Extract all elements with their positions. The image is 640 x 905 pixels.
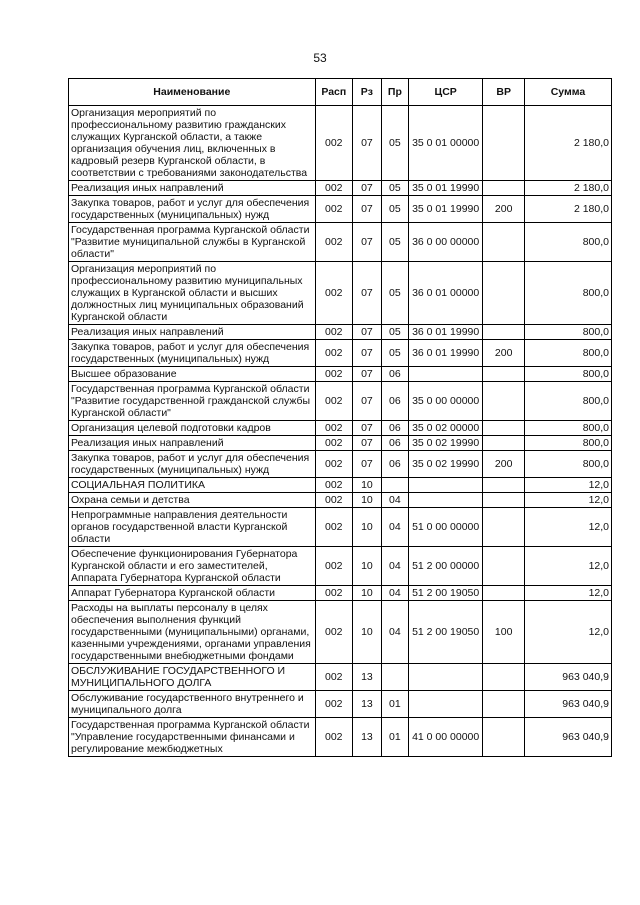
cell-summa: 800,0: [524, 436, 611, 451]
header-pr: Пр: [381, 79, 408, 106]
cell-vr: [483, 586, 524, 601]
cell-rz: 13: [352, 664, 381, 691]
cell-vr: [483, 436, 524, 451]
page-number: 53: [313, 51, 327, 65]
cell-name: Обслуживание государственного внутреннего и муниципального долга: [69, 691, 316, 718]
cell-name: ОБСЛУЖИВАНИЕ ГОСУДАРСТВЕННОГО И МУНИЦИПАЛЬНОГО ДОЛГА: [69, 664, 316, 691]
cell-rasp: 002: [315, 325, 352, 340]
cell-summa: 12,0: [524, 478, 611, 493]
cell-vr: [483, 367, 524, 382]
cell-rasp: 002: [315, 181, 352, 196]
cell-rasp: 002: [315, 340, 352, 367]
cell-rz: 07: [352, 367, 381, 382]
cell-summa: 800,0: [524, 262, 611, 325]
cell-rasp: 002: [315, 451, 352, 478]
cell-rz: 07: [352, 340, 381, 367]
cell-rasp: 002: [315, 601, 352, 664]
table-row: [69, 223, 612, 262]
table-row: [69, 367, 612, 382]
cell-summa: 12,0: [524, 493, 611, 508]
cell-name: Государственная программа Курганской области "Развитие государственной гражданской службы Курганской области": [69, 382, 316, 421]
table-row: [69, 478, 612, 493]
cell-rz: 07: [352, 436, 381, 451]
cell-rasp: 002: [315, 382, 352, 421]
cell-pr: 05: [381, 181, 408, 196]
cell-rz: 10: [352, 601, 381, 664]
cell-rasp: 002: [315, 664, 352, 691]
cell-name: Аппарат Губернатора Курганской области: [69, 586, 316, 601]
header-summa: Сумма: [524, 79, 611, 106]
cell-pr: 01: [381, 691, 408, 718]
cell-csr: [408, 691, 483, 718]
cell-pr: 06: [381, 421, 408, 436]
cell-pr: 06: [381, 451, 408, 478]
cell-name: Государственная программа Курганской области "Управление государственными финансами и регулирование межбюджетных: [69, 718, 316, 757]
cell-summa: 2 180,0: [524, 181, 611, 196]
cell-name: Обеспечение функционирования Губернатора Курганской области и его заместителей, Аппарата Губернатора Курганской области: [69, 547, 316, 586]
cell-name: Реализация иных направлений: [69, 436, 316, 451]
cell-pr: 04: [381, 601, 408, 664]
cell-vr: [483, 664, 524, 691]
cell-rasp: 002: [315, 421, 352, 436]
cell-csr: 35 0 00 00000: [408, 382, 483, 421]
cell-pr: 04: [381, 586, 408, 601]
cell-csr: 51 2 00 19050: [408, 586, 483, 601]
cell-vr: [483, 421, 524, 436]
cell-csr: 41 0 00 00000: [408, 718, 483, 757]
cell-vr: [483, 547, 524, 586]
cell-summa: 963 040,9: [524, 664, 611, 691]
cell-pr: 06: [381, 367, 408, 382]
cell-csr: [408, 478, 483, 493]
cell-rz: 13: [352, 718, 381, 757]
cell-pr: 05: [381, 196, 408, 223]
cell-vr: [483, 223, 524, 262]
table-row: [69, 493, 612, 508]
cell-summa: 2 180,0: [524, 196, 611, 223]
cell-pr: [381, 664, 408, 691]
cell-summa: 800,0: [524, 367, 611, 382]
table-row: [69, 664, 612, 691]
table-row: [69, 106, 612, 181]
cell-rasp: 002: [315, 478, 352, 493]
cell-summa: 12,0: [524, 601, 611, 664]
cell-name: Охрана семьи и детства: [69, 493, 316, 508]
table-row: [69, 421, 612, 436]
cell-name: Реализация иных направлений: [69, 325, 316, 340]
cell-pr: 04: [381, 547, 408, 586]
budget-table: [68, 78, 612, 757]
cell-rasp: 002: [315, 547, 352, 586]
table-body: [69, 106, 612, 757]
header-rz: Рз: [352, 79, 381, 106]
cell-csr: 51 2 00 19050: [408, 601, 483, 664]
cell-csr: 36 0 00 00000: [408, 223, 483, 262]
header-csr: ЦСР: [408, 79, 483, 106]
cell-csr: 36 0 01 19990: [408, 325, 483, 340]
header-vr: ВР: [483, 79, 524, 106]
cell-pr: 05: [381, 325, 408, 340]
cell-summa: 800,0: [524, 340, 611, 367]
table-row: [69, 436, 612, 451]
cell-rz: 10: [352, 547, 381, 586]
cell-rz: 07: [352, 196, 381, 223]
cell-rz: 13: [352, 691, 381, 718]
cell-summa: 2 180,0: [524, 106, 611, 181]
cell-pr: 06: [381, 382, 408, 421]
cell-name: Высшее образование: [69, 367, 316, 382]
cell-name: Государственная программа Курганской области "Развитие муниципальной службы в Курганской области": [69, 223, 316, 262]
cell-pr: 05: [381, 262, 408, 325]
cell-summa: 800,0: [524, 223, 611, 262]
header-name: Наименование: [69, 79, 316, 106]
cell-csr: 51 0 00 00000: [408, 508, 483, 547]
cell-pr: 05: [381, 106, 408, 181]
cell-rz: 10: [352, 586, 381, 601]
cell-csr: 35 0 02 19990: [408, 451, 483, 478]
cell-name: Организация мероприятий по профессиональному развитию гражданских служащих Курганской области, а также организация обучения лиц, включенных в кадровый резерв Курганской области, в соответствии с требованиями законодательства: [69, 106, 316, 181]
cell-rasp: 002: [315, 196, 352, 223]
table-row: [69, 547, 612, 586]
cell-vr: 200: [483, 451, 524, 478]
cell-rasp: 002: [315, 106, 352, 181]
cell-name: Закупка товаров, работ и услуг для обеспечения государственных (муниципальных) нужд: [69, 196, 316, 223]
cell-vr: 200: [483, 196, 524, 223]
cell-name: Организация мероприятий по профессиональному развитию муниципальных служащих в Курганской области и высших должностных лиц муниципальных образований Курганской области: [69, 262, 316, 325]
cell-rz: 07: [352, 223, 381, 262]
cell-name: Непрограммные направления деятельности органов государственной власти Курганской области: [69, 508, 316, 547]
cell-pr: 04: [381, 508, 408, 547]
cell-pr: 06: [381, 436, 408, 451]
cell-pr: 05: [381, 340, 408, 367]
cell-name: Расходы на выплаты персоналу в целях обеспечения выполнения функций государственными (муниципальными) органами, казенными учреждениями, органами управления государственными внебюджетными фондами: [69, 601, 316, 664]
cell-csr: 35 0 01 19990: [408, 196, 483, 223]
cell-rz: 07: [352, 106, 381, 181]
cell-rasp: 002: [315, 718, 352, 757]
cell-vr: 100: [483, 601, 524, 664]
cell-vr: [483, 181, 524, 196]
table-row: [69, 340, 612, 367]
cell-rasp: 002: [315, 508, 352, 547]
table-header-row: [69, 79, 612, 106]
cell-summa: 800,0: [524, 382, 611, 421]
cell-vr: [483, 262, 524, 325]
cell-rz: 07: [352, 382, 381, 421]
cell-csr: 51 2 00 00000: [408, 547, 483, 586]
cell-vr: [483, 325, 524, 340]
table-row: [69, 262, 612, 325]
cell-csr: [408, 664, 483, 691]
cell-name: Закупка товаров, работ и услуг для обеспечения государственных (муниципальных) нужд: [69, 451, 316, 478]
cell-csr: 35 0 02 00000: [408, 421, 483, 436]
cell-rasp: 002: [315, 586, 352, 601]
cell-csr: 36 0 01 19990: [408, 340, 483, 367]
cell-summa: 12,0: [524, 586, 611, 601]
cell-vr: [483, 478, 524, 493]
table-row: [69, 508, 612, 547]
cell-rz: 07: [352, 181, 381, 196]
cell-name: Закупка товаров, работ и услуг для обеспечения государственных (муниципальных) нужд: [69, 340, 316, 367]
header-rasp: Расп: [315, 79, 352, 106]
cell-vr: [483, 508, 524, 547]
cell-pr: 05: [381, 223, 408, 262]
cell-vr: [483, 106, 524, 181]
cell-csr: 36 0 01 00000: [408, 262, 483, 325]
cell-rz: 10: [352, 478, 381, 493]
cell-vr: [483, 718, 524, 757]
table-row: [69, 601, 612, 664]
cell-name: Реализация иных направлений: [69, 181, 316, 196]
table-row: [69, 586, 612, 601]
cell-vr: 200: [483, 340, 524, 367]
table-row: [69, 718, 612, 757]
cell-rasp: 002: [315, 223, 352, 262]
cell-rz: 10: [352, 493, 381, 508]
cell-csr: 35 0 01 19990: [408, 181, 483, 196]
cell-vr: [483, 493, 524, 508]
cell-csr: [408, 493, 483, 508]
cell-rasp: 002: [315, 262, 352, 325]
cell-csr: [408, 367, 483, 382]
cell-rasp: 002: [315, 691, 352, 718]
cell-rasp: 002: [315, 367, 352, 382]
cell-summa: 12,0: [524, 508, 611, 547]
cell-csr: 35 0 02 19990: [408, 436, 483, 451]
cell-summa: 800,0: [524, 451, 611, 478]
cell-rasp: 002: [315, 493, 352, 508]
table-row: [69, 181, 612, 196]
cell-summa: 963 040,9: [524, 718, 611, 757]
cell-rasp: 002: [315, 436, 352, 451]
cell-name: Организация целевой подготовки кадров: [69, 421, 316, 436]
table-row: [69, 196, 612, 223]
table-row: [69, 382, 612, 421]
cell-rz: 07: [352, 262, 381, 325]
table-row: [69, 691, 612, 718]
cell-pr: [381, 478, 408, 493]
cell-rz: 10: [352, 508, 381, 547]
cell-rz: 07: [352, 325, 381, 340]
table-row: [69, 451, 612, 478]
table-row: [69, 325, 612, 340]
cell-pr: 04: [381, 493, 408, 508]
cell-summa: 800,0: [524, 325, 611, 340]
cell-vr: [483, 691, 524, 718]
cell-rz: 07: [352, 421, 381, 436]
cell-rz: 07: [352, 451, 381, 478]
cell-vr: [483, 382, 524, 421]
cell-summa: 12,0: [524, 547, 611, 586]
cell-summa: 963 040,9: [524, 691, 611, 718]
cell-csr: 35 0 01 00000: [408, 106, 483, 181]
cell-summa: 800,0: [524, 421, 611, 436]
cell-pr: 01: [381, 718, 408, 757]
cell-name: СОЦИАЛЬНАЯ ПОЛИТИКА: [69, 478, 316, 493]
